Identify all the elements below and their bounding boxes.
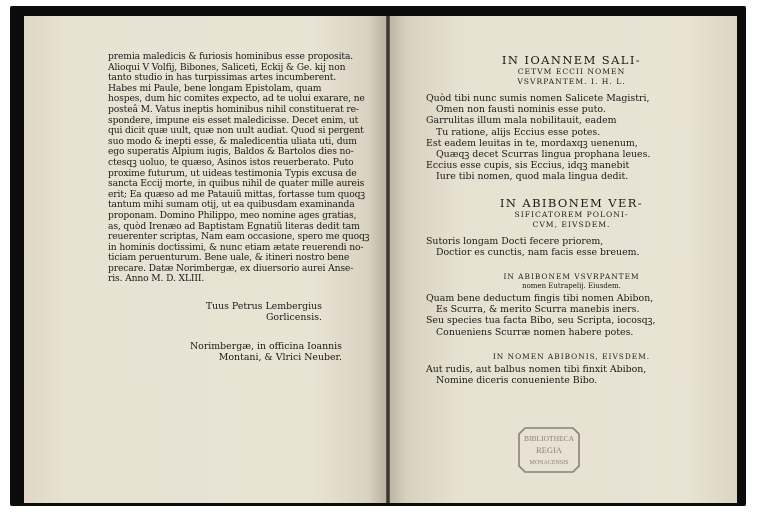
poem2-line: Sutoris longam Docti fecere priorem, [426, 235, 604, 247]
poem3-subtitle: nomen Eutrapelij. Eiusdem. [522, 282, 621, 291]
letter-line: ticiam peruenturum. Bene uale, & itineri nostro bene [108, 252, 350, 264]
book-spread [10, 6, 746, 506]
letter-line: premia maledicis & furiosis hominibus esse proposita. [108, 51, 354, 62]
poem4-line: Aut rudis, aut balbus nomen tibi finxit Abibon, [426, 363, 647, 375]
stamp-line-1: BIBLIOTHECA [524, 434, 574, 443]
left-page [24, 16, 386, 503]
letter-line: qui dicit quæ uult, quæ non uult audiat. Quod si pergent [108, 125, 364, 137]
poem1-line: Tu ratione, alijs Eccius esse potes. [436, 126, 601, 138]
letter-line: Alioqui V Volfij, Bibones, Saliceti, Eckij & Ge. kij non [108, 61, 346, 73]
letter-line: precare. Datæ Norimbergæ, ex diuersorio aurei Anse- [108, 262, 354, 274]
letter-line: erit; Ea quæso ad me Patauiũ mittas, fortasse tum quoqꝫ [108, 188, 365, 200]
poem1-line: Eccius esse cupis, sis Eccius, idqꝫ manebit [426, 160, 630, 172]
poem1-title: IN IOANNEM SALI- CETVM ECCII NOMEN VSVRPANTEM. I. H. L. [501, 53, 642, 86]
poem3-title: IN ABIBONEM VSVRPANTEM [503, 272, 640, 282]
poem3-line: Seu species tua facta Bibo, seu Scripta, iocosqꝫ, [426, 315, 656, 327]
stamp-line-2: REGIA [536, 445, 562, 455]
letter-line: proponam. Domino Philippo, meo nomine ages gratias, [108, 209, 357, 221]
letter-line: sancta Eccij morte, in quibus nihil de quater mille aureis [108, 178, 365, 190]
letter-line: suo modo & inepti esse, & maledicentia uliata uti, dum [108, 135, 357, 147]
poem3-line: Quam bene deductum fingis tibi nomen Abibon, [426, 293, 654, 305]
poem2-line: Doctior es cunctis, nam facis esse breuem. [436, 246, 640, 258]
colophon [108, 341, 364, 363]
poem-in-ioannem [426, 54, 717, 183]
poem4-verse [426, 364, 717, 386]
letter-line: ris. Anno M. D. XLIII. [108, 273, 205, 285]
poem3-line: Es Scurra, & merito Scurra manebis iners. [436, 304, 640, 316]
poem1-line: Garrulitas illum mala nobilitauit, eadem [426, 115, 617, 127]
letter-line: spondere, impune eis esset maledicisse. Decet enim, ut [108, 114, 359, 126]
poem2-verse [426, 236, 717, 258]
letter-line: in hominis doctissimi, & nunc etiam ætate reuerendi no- [108, 241, 364, 253]
poem1-line: Est eadem leuitas in te, mordaxqꝫ uenenum, [426, 137, 638, 149]
letter-line: Habes mi Paule, bene longam Epistolam, quam [108, 82, 322, 94]
signature [108, 301, 364, 323]
letter-line: tanto studio in has turpissimas artes incumberent. [108, 72, 337, 84]
signature-line: Tuus Petrus Lembergius [205, 301, 322, 313]
poem1-line: Quòd tibi nunc sumis nomen Salicete Magistri, [426, 93, 650, 104]
letter-line: reuerenter scriptas, Nam eam occasione, spero me quoqꝫ [108, 231, 370, 243]
poem1-line: Quæqꝫ decet Scurras lingua prophana leues. [436, 149, 651, 161]
letter-line: as, quòd Irenæo ad Baptistam Egnatiũ literas dedit tam [108, 220, 360, 232]
poem4-line: Nomine diceris conueniente Bibo. [436, 375, 598, 387]
poem-in-abibonem-usurpantem [426, 272, 717, 338]
poem4-title: IN NOMEN ABIBONIS, EIVSDEM. [492, 351, 651, 361]
letter-line: posteâ M. Vatus ineptis hominibus nihil constituerat re- [108, 103, 359, 115]
letter-text [108, 51, 370, 285]
letter-line: tantum mihi sumam otij, ut ea quibusdam examinanda [108, 199, 355, 211]
letter-line: hospes, dum hic comites expecto, ad te uolui exarare, ne [108, 93, 365, 105]
letter-line: ego superatis Alpium iugis, Baldos & Bartolos dies no- [108, 146, 354, 158]
poem-in-abibonem [426, 197, 717, 258]
stamp-line-3: MONACENSIS [529, 460, 569, 466]
poem3-verse [426, 293, 717, 338]
right-page [390, 16, 737, 503]
letter-line: proxime futurum, ut uideas testimonia Typis excusa de [108, 167, 357, 179]
letter-line: ctesqꝫ uoluo, te quæso, Asinos istos reuerberato. Puto [108, 156, 354, 168]
poem3-line: Conueniens Scurræ nomen habere potes. [436, 326, 634, 338]
poem-in-nomen-abibonis [426, 352, 717, 386]
library-stamp [517, 426, 581, 474]
poem1-verse [426, 93, 717, 183]
poem2-title: IN ABIBONEM VER- SIFICATOREM POLONI- CVM, EIVSDEM. [499, 195, 644, 229]
colophon-line: Norimbergæ, in officina Ioannis [189, 341, 342, 353]
poem1-line: Omen non fausti nominis esse puto. [436, 104, 606, 116]
signature-line: Gorlicensis. [265, 312, 322, 324]
poem1-line: Iure tibi nomen, quod mala lingua dedit. [436, 171, 629, 183]
colophon-line: Montani, & Vlrici Neuber. [218, 352, 342, 364]
